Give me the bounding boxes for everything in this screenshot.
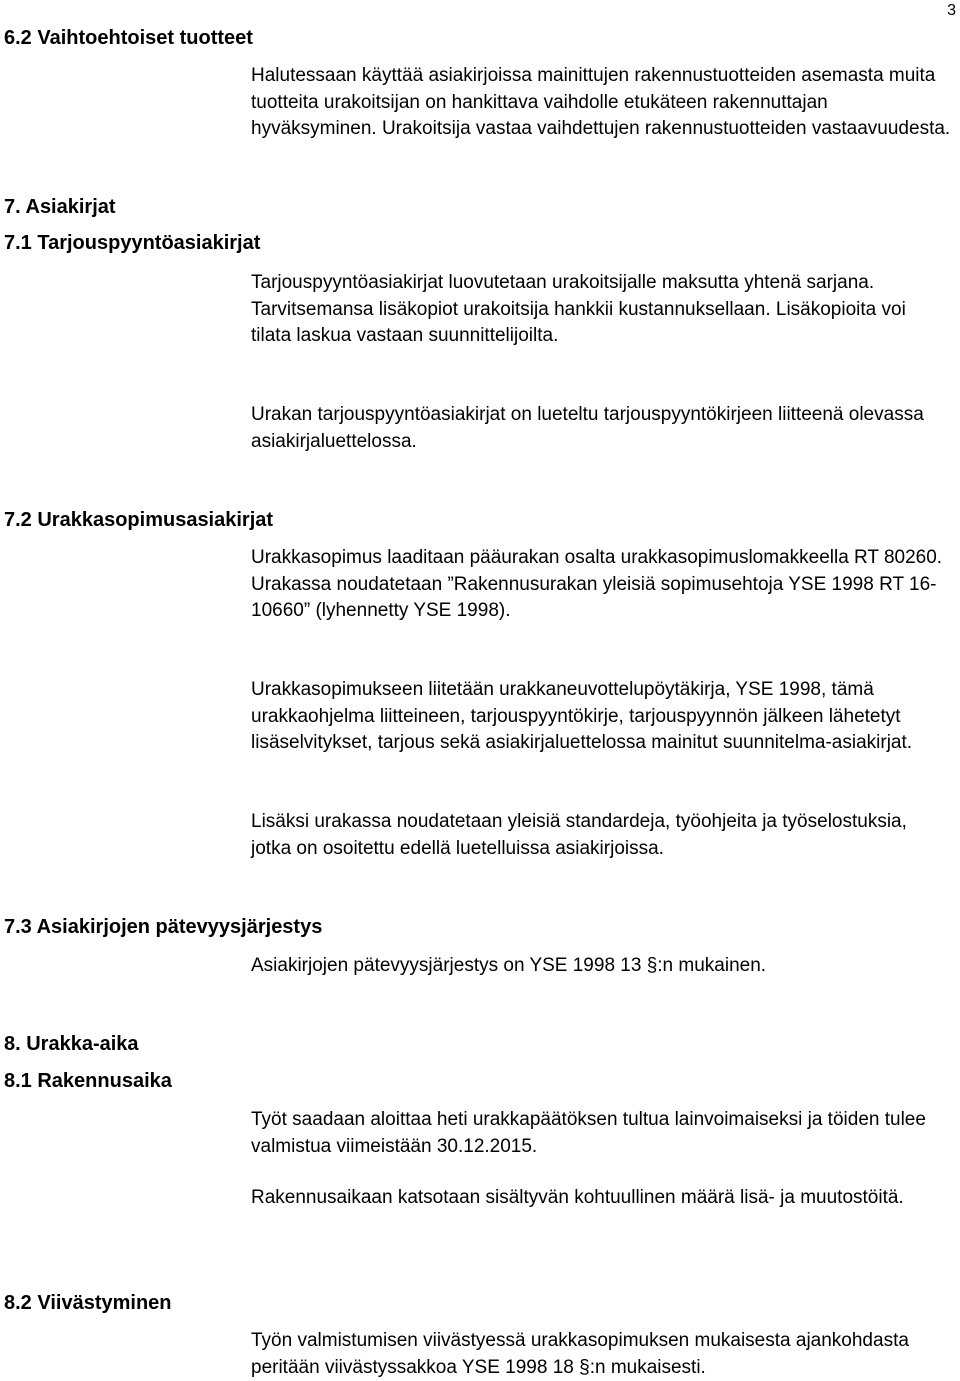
heading-7: 7. Asiakirjat — [4, 196, 116, 218]
paragraph-7-2-3: Lisäksi urakassa noudatetaan yleisiä standardeja, työohjeita ja työselostuksia, jotka on osoitettu edellä luetelluissa asiakirjoissa. — [251, 811, 907, 859]
paragraph-7-1-1: Tarjouspyyntöasiakirjat luovutetaan urakoitsijalle maksutta yhtenä sarjana. Tarvitsemansa lisäkopiot urakoitsija hankkii kustannuksellaan. Lisäkopioita voi tilata laskua vastaan suunnittelijoilta. — [251, 272, 906, 346]
paragraph-7-2-2: Urakkasopimukseen liitetään urakkaneuvottelupöytäkirja, YSE 1998, tämä urakkaohjelma liitteineen, tarjouspyyntökirje, tarjouspyynnön jälkeen lähetetyt lisäselvitykset, tarjous sekä asiakirjaluettelossa mainitut suunnitelma-asiakirjat. — [251, 679, 913, 753]
page-number: 3 — [947, 2, 956, 19]
heading-7-1: 7.1 Tarjouspyyntöasiakirjat — [4, 232, 261, 254]
paragraph-8-2-1: Työn valmistumisen viivästyessä urakkasopimuksen mukaisesta ajankohdasta peritään viivästyssakkoa YSE 1998 18 §:n mukaisesti. — [251, 1330, 909, 1378]
heading-6-2: 6.2 Vaihtoehtoiset tuotteet — [4, 27, 253, 49]
heading-8: 8. Urakka-aika — [4, 1033, 139, 1055]
paragraph-7-1-2: Urakan tarjouspyyntöasiakirjat on lueteltu tarjouspyyntökirjeen liitteenä olevassa asiakirjaluettelossa. — [251, 404, 924, 452]
paragraph-6-2-1: Halutessaan käyttää asiakirjoissa mainittujen rakennustuotteiden asemasta muita tuotteita urakoitsijan on hankittava vaihdolle etukäteen rakennuttajan hyväksyminen. Urakoitsija vastaa vaihdettujen rakennustuotteiden vastaavuudesta. — [251, 65, 951, 139]
paragraph-7-2-1: Urakkasopimus laaditaan pääurakan osalta urakkasopimuslomakkeella RT 80260. Urakassa noudatetaan ”Rakennusurakan yleisiä sopimusehtoja YSE 1998 RT 16-10660” (lyhennetty YSE 1998). — [251, 547, 943, 621]
paragraph-8-1-1: Työt saadaan aloittaa heti urakkapäätöksen tultua lainvoimaiseksi ja töiden tulee valmistua viimeistään 30.12.2015. — [251, 1109, 926, 1157]
paragraph-7-3-1: Asiakirjojen pätevyysjärjestys on YSE 1998 13 §:n mukainen. — [251, 955, 767, 976]
heading-7-2: 7.2 Urakkasopimusasiakirjat — [4, 509, 274, 531]
paragraph-8-1-2: Rakennusaikaan katsotaan sisältyvän kohtuullinen määrä lisä- ja muutostöitä. — [251, 1187, 904, 1208]
heading-7-3: 7.3 Asiakirjojen pätevyysjärjestys — [4, 916, 323, 938]
heading-8-1: 8.1 Rakennusaika — [4, 1070, 172, 1092]
heading-8-2: 8.2 Viivästyminen — [4, 1292, 172, 1314]
